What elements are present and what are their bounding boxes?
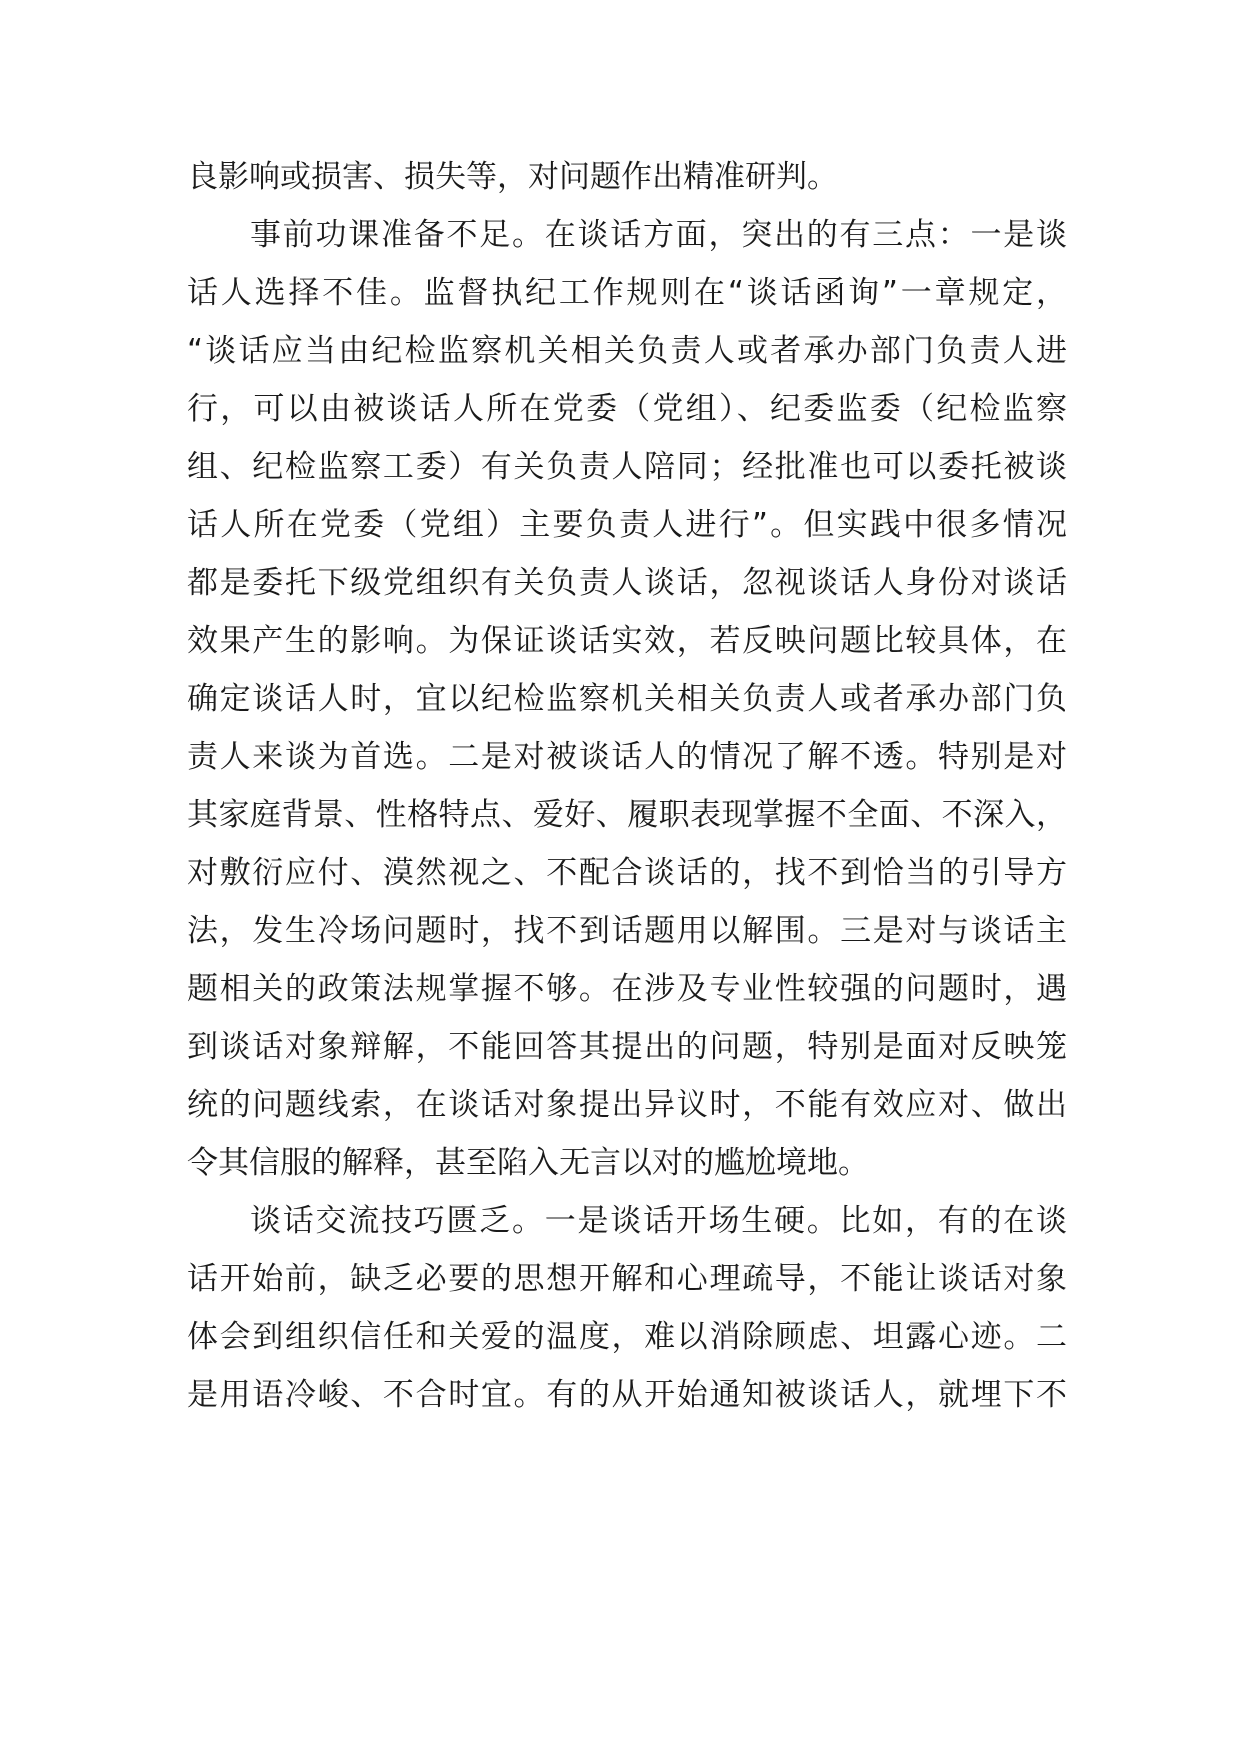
- text-line: 效果产生的影响。为保证谈话实效，若反映问题比较具体，在: [187, 623, 1067, 659]
- text-line: 责人来谈为首选。二是对被谈话人的情况了解不透。特别是对: [187, 739, 1067, 775]
- text-line: 确定谈话人时，宜以纪检监察机关相关负责人或者承办部门负: [187, 681, 1067, 717]
- text-line: 体会到组织信任和关爱的温度，难以消除顾虑、坦露心迹。二: [187, 1319, 1067, 1355]
- text-line: 法，发生冷场问题时，找不到话题用以解围。三是对与谈话主: [187, 913, 1067, 949]
- text-line: 都是委托下级党组织有关负责人谈话，忽视谈话人身份对谈话: [187, 565, 1067, 601]
- text-line: 是用语冷峻、不合时宜。有的从开始通知被谈话人，就埋下不: [187, 1377, 1067, 1413]
- text-line: 到谈话对象辩解，不能回答其提出的问题，特别是面对反映笼: [187, 1029, 1067, 1065]
- text-line: 组、纪检监察工委）有关负责人陪同；经批准也可以委托被谈: [187, 449, 1067, 485]
- text-line: 谈话交流技巧匮乏。一是谈话开场生硬。比如，有的在谈: [250, 1203, 1067, 1239]
- text-line: 题相关的政策法规掌握不够。在涉及专业性较强的问题时，遇: [187, 971, 1067, 1007]
- text-line: 对敷衍应付、漠然视之、不配合谈话的，找不到恰当的引导方: [187, 855, 1067, 891]
- text-line: 其家庭背景、性格特点、爱好、履职表现掌握不全面、不深入，: [187, 797, 1067, 833]
- text-line: 良影响或损害、损失等，对问题作出精准研判。: [187, 159, 838, 195]
- text-line: 事前功课准备不足。在谈话方面，突出的有三点：一是谈: [250, 217, 1067, 253]
- text-line: 令其信服的解释，甚至陷入无言以对的尴尬境地。: [187, 1145, 869, 1181]
- text-line: 话开始前，缺乏必要的思想开解和心理疏导，不能让谈话对象: [187, 1261, 1067, 1297]
- text-line: 统的问题线索，在谈话对象提出异议时，不能有效应对、做出: [187, 1087, 1067, 1123]
- text-line: “谈话应当由纪检监察机关相关负责人或者承办部门负责人进: [187, 333, 1067, 369]
- text-line: 话人选择不佳。监督执纪工作规则在“谈话函询”一章规定，: [187, 275, 1067, 311]
- text-line: 行，可以由被谈话人所在党委（党组）、纪委监委（纪检监察: [187, 391, 1067, 427]
- text-line: 话人所在党委（党组）主要负责人进行”。但实践中很多情况: [187, 507, 1067, 543]
